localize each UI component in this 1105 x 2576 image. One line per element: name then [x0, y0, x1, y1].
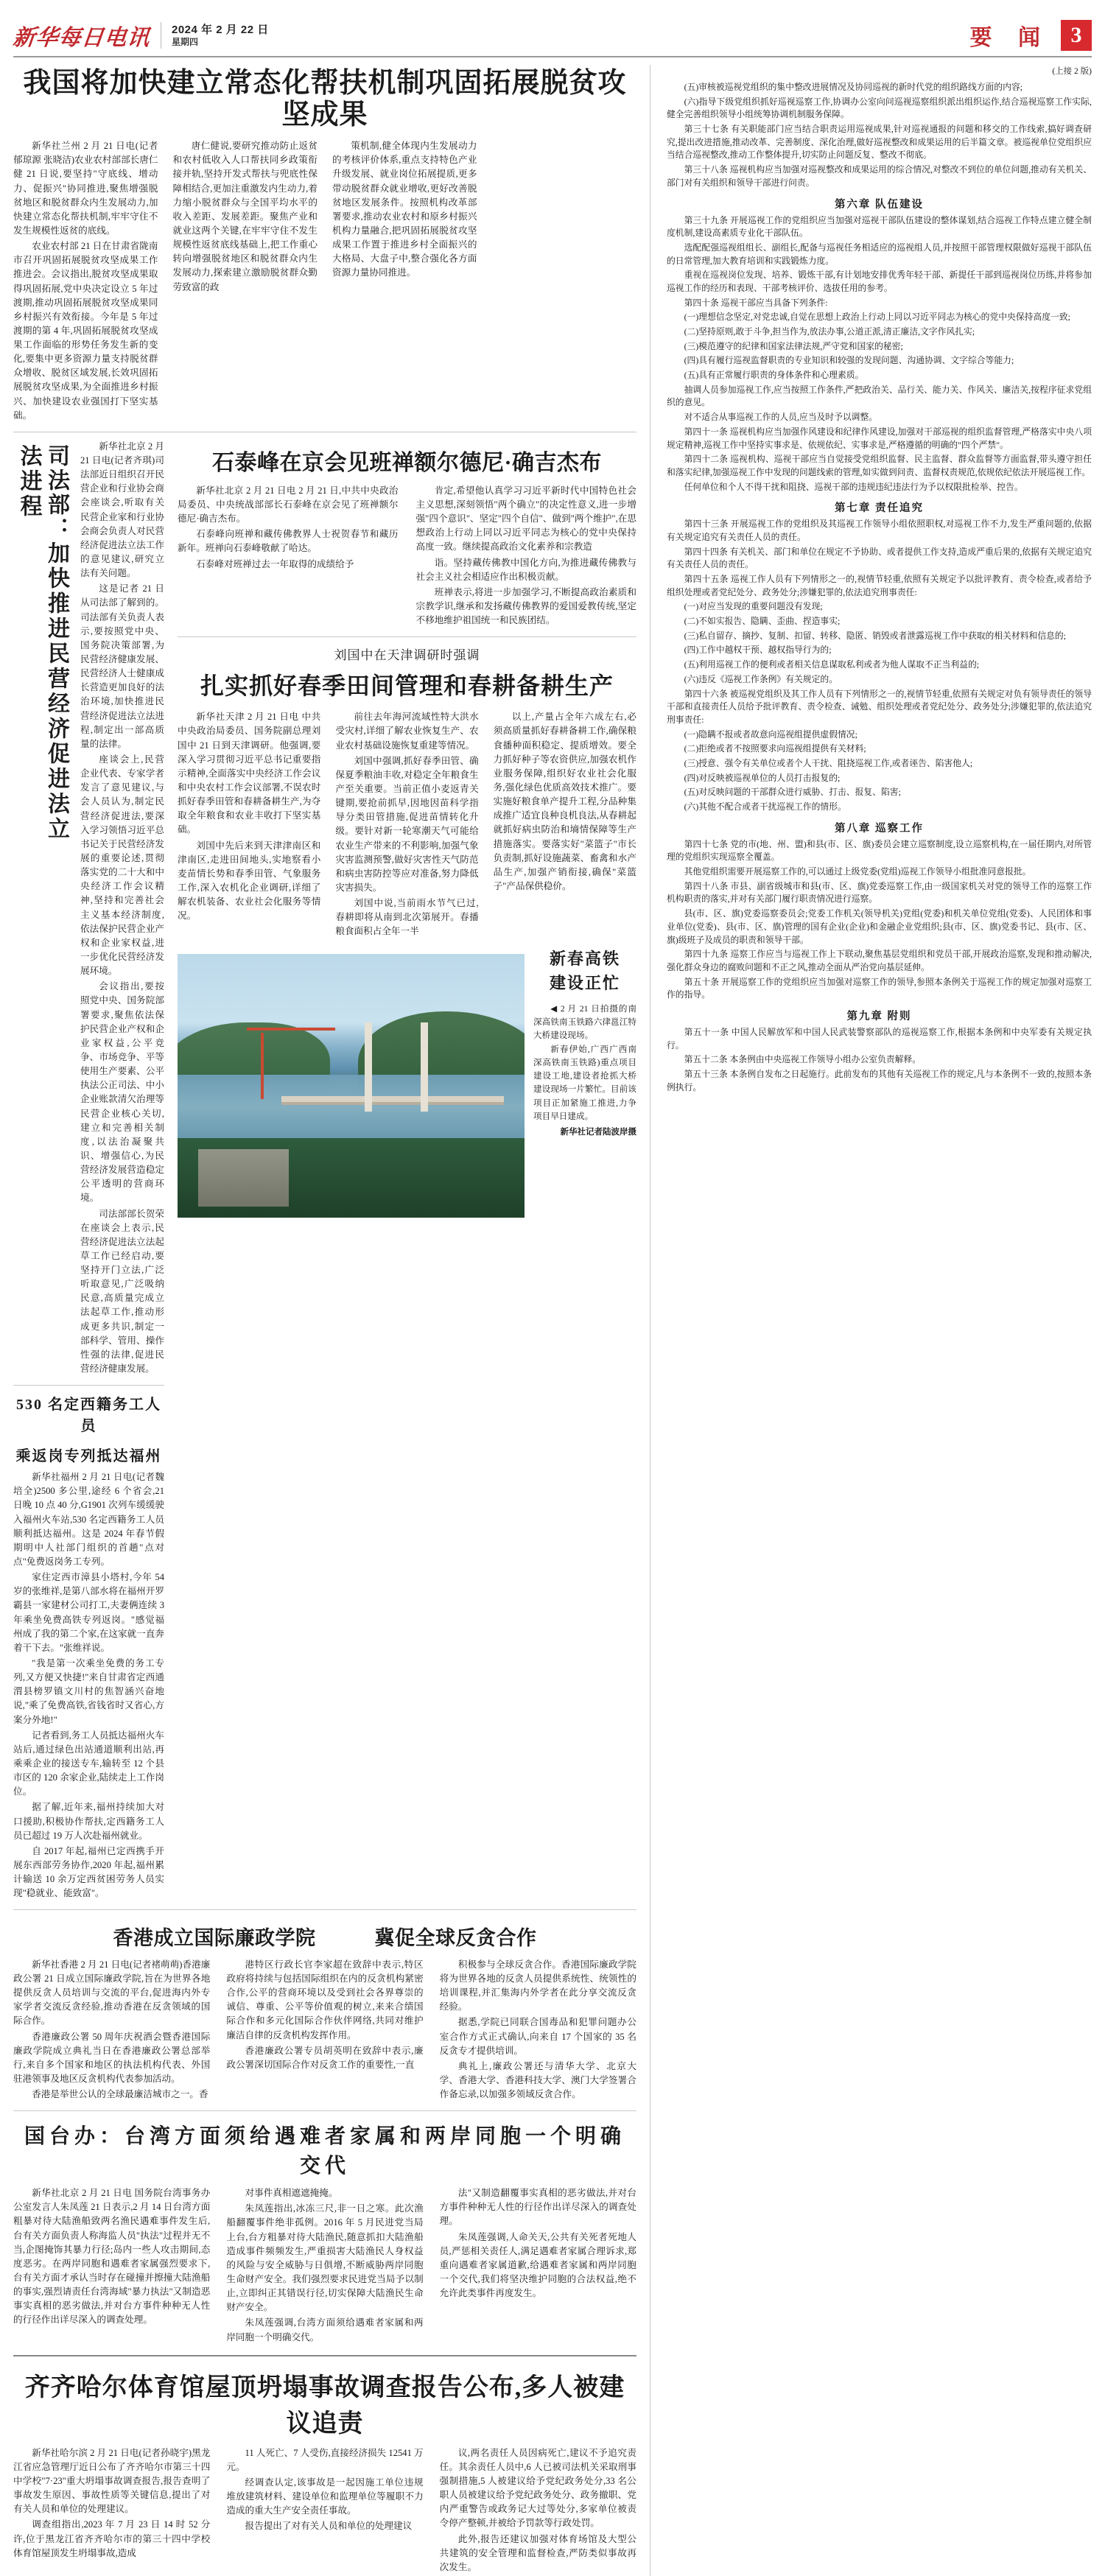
liuguozhong-col-1: [178, 710, 320, 940]
paragraph: (五)利用巡视工作的便利或者相关信息谋取私利或者为他人谋取不正当利益的;: [684, 659, 980, 670]
qiqihar-col-2: [226, 2446, 423, 2576]
taiwan-col-2: [226, 2186, 423, 2346]
photo-caption-title: 新春高铁 建设正忙: [549, 949, 620, 992]
weekday-line: 星期四: [172, 36, 199, 47]
paragraph: 香港廉政公署专员胡英明在致辞中表示,廉政公署深切国际合作对反贪工作的重要性,一直: [226, 2045, 424, 2070]
photo-caption-body: 新春伊始,广西广西南深高铁南玉铁路)重点项目建设工地,建设者抢抓大桥建设现场一片繁忙。目前该项目正加紧施工推进,力争项目早日建成。: [533, 1044, 636, 1122]
liuguozhong-col-2: [335, 710, 478, 940]
photo-caption-block: [525, 947, 636, 1138]
paragraph: "我是第一次乘坐免费的务工专列,又方便又快捷!"来自甘肃省定西通渭县榜罗镇文川村的焦智涵兴奋地说,"乘了免费高铁,省钱省时又省心,方案分外地!": [13, 1658, 164, 1725]
paragraph: 前往去年海河流域性特大洪水受灾村,详细了解农业恢复生产、农业农村基础设施恢复重建等情况。: [335, 712, 479, 751]
date-line: 2024 年 2 月 22 日: [172, 23, 269, 36]
paragraph: 策机制,健全体现内生发展动力的考核评价体系,重点支持特色产业升级发展、就业岗位拓展提质,更多带动脱贫群众就业增收,更好改善脱贫地区发展条件。按照机构改革部署要求,推动农业农村和原乡村振兴机构力量融合,把巩固拓展脱贫攻坚成果工作置于推进乡村全面振兴的大格局、大盘子中,整合强化各方面资源力量协同推进。: [332, 141, 477, 278]
paragraph: 第三十八条 巡视机构应当加强对巡视整改和成果运用的综合情况,对整改不到位的单位问题,推动有关机关、部门对有关组织和领导干部进行问责。: [667, 164, 1092, 188]
fuzhou-head-1: 530 名定西籍务工人员: [16, 1397, 161, 1435]
paragraph: 家住定西市漳县小塔村,今年 54 岁的张维祥,是第八部水将在福州开罗霸县一家建材公司打工,夫妻俩连续 3 年乘坐免费高铁专列返岗。"感觉福州成了我的第二个家,在这家就一直奔着干下去。"张维祥说。: [13, 1572, 164, 1653]
divider: [13, 2110, 636, 2111]
divider-heavy: [13, 2355, 636, 2356]
paragraph: 任何单位和个人不得干扰和阻挠、巡视干部的违规违纪违法行为予以权限批检举、控告。: [684, 481, 1023, 492]
paragraph: 朱凤莲指出,冰冻三尺,非一日之寒。此次渔船翻覆事件绝非孤例。2016 年 5 月民进党当局上台,台方粗暴对待大陆渔民,随意抓扣大陆渔船造成事件频频发生,严重损害大陆渔民人身权益的风险与安全威胁与日俱增,不断威胁两岸同胞生命财产安全。我们强烈要求民进党当局予以制止,立即纠正其错误行径,切实保障大陆渔民生命财产安全。: [226, 2203, 424, 2313]
paragraph: 其他党组织需要开展巡察工作的,可以通过上级党委(党组)巡视工作领导小组批准同意报批。: [684, 866, 1031, 877]
paragraph: (二)坚持原则,敢于斗争,担当作为,放法办事,公道正派,清正廉洁,文字作风扎实;: [684, 326, 975, 337]
paragraph: (五)对反映问题的干部群众进行威胁、打击、报复、陷害;: [684, 787, 901, 798]
lead-col-2: [173, 139, 318, 424]
paragraph: 第三十九条 开展巡视工作的党组织应当加强对巡视干部队伍建设的整体谋划,结合巡视工作特点建立健全制度机制,建设高素质专业化干部队伍。: [667, 214, 1092, 239]
paragraph: 以上,产量占全年六成左右,必须高质量抓好春耕备耕工作,确保粮食播种面积稳定、提质增效。要全力抓好种子等农资供应,加强农机作业服务保障,组织好农业社会化服务,强化绿色优质高效技术推广。要实施好粮食单产提升工程,分品种集成推广适宜良种良机良法,从春耕起就抓好病虫防治和墒情保障等生产措施落实。要落实好"菜篮子"市长负责制,抓好设施蔬菜、畜禽和水产品生产,加强产销衔接,确保"菜篮子"产品保供稳价。: [493, 712, 636, 891]
shitaifeng-col-2: [416, 484, 637, 629]
judicial-title-part2: 加快推进民营经济促进法立法进程: [16, 443, 69, 842]
paragraph: (六)违反《巡视工作条例》有关规定的。: [684, 673, 838, 684]
paragraph: 第五十一条 中国人民解放军和中国人民武装警察部队的巡视巡察工作,根据本条例和中央军委有关规定执行。: [667, 1026, 1092, 1050]
paragraph: 刘国中强调,抓好春季田管、确保夏季粮油丰收,对稳定全年粮食生产至关重要。当前正值小麦返青关键期,要抢前抓早,因地因苗科学指导分类田管措施,促进苗情转化升级。要针对新一轮寒潮天气可能给农业生产带来的不利影响,加强气象灾害监测预警,做好灾害性天气防范和病虫害防控等应对准备,努力降低灾害损失。: [335, 755, 479, 893]
hongkong-headline-right: 冀促全球反贪合作: [374, 1927, 537, 1950]
rail-chapter-heading: 第九章 附则: [846, 1010, 912, 1022]
photo-caption-lead: ◀ 2 月 21 日拍摄的南深高铁南玉铁路六律邕江特大桥建设现场。: [533, 1003, 636, 1041]
paragraph: 典礼上,廉政公署还与清华大学、北京大学、香港大学、香港科技大学、澳门大学签署合作备忘录,以加强多领域反贪合作。: [439, 2060, 636, 2100]
paragraph: (五)具有正常履行职责的身体条件和心理素质。: [684, 370, 864, 381]
paragraph: 新华社香港 2 月 21 日电(记者褚萌萌)香港廉政公署 21 日成立国际廉政学院,旨在为世界各地提供反贪人员培训与交流的平台,促进海内外专家学者交流反贪经验,推动香港在反贪领域的国际合作。: [13, 1959, 211, 2026]
masthead-date: [172, 23, 269, 49]
divider: [13, 1385, 164, 1386]
paragraph: 抽调人员参加巡视工作,应当按照工作条件,严把政治关、品行关、能力关、作风关、廉洁关,按程序征求党组织的意见。: [667, 384, 1092, 408]
paragraph: 积极参与全球反贪合作。香港国际廉政学院将为世界各地的反贪人员提供系统性、统领性的培训课程,并汇集海内外学者在此分享交流反贪经验。: [439, 1959, 636, 2012]
paragraph: 新华社北京 2 月 21 日电 国务院台湾事务办公室发言人朱凤莲 21 日表示,2 月 14 日台湾方面粗暴对待大陆渔船致两名渔民遇难事件发生后,台有关方面负责人称海监人员"执法"过程并无不当,企图掩饰其暴力行径;岛内一些人攻击期间,态度恶劣。在两岸同胞和遇难者家属强烈要求下,台有关方面才承认当时存在碰撞并擦撞大陆渔船的事实,强烈请责任台湾海域"暴力执法"又制造恶事实真相的恶劣做法,并对台方事件种种无人性的行径作出详尽深入的调查处理。: [13, 2188, 211, 2326]
qiqihar-col-3: [440, 2446, 636, 2576]
paragraph: 据了解,近年来,福州持续加大对口援助,积极协作帮扶,定西籍务工人员已超过 19 万人次赴福州就业。: [13, 1802, 164, 1841]
paragraph: (四)对反映被巡视单位的人员打击报复的;: [684, 772, 841, 783]
paragraph: 自 2017 年起,福州已定西携手开展东西部劳务协作,2020 年起,福州累计输送 10 余万定西贫困劳务人员实现"稳就业、能致富"。: [13, 1845, 164, 1899]
railway-bridge-photo: [178, 954, 525, 1218]
taiwan-col-3: [440, 2186, 636, 2346]
gutter-right: [650, 65, 664, 2576]
photo-bridge-pylon: [421, 1022, 428, 1112]
continued-from-note: (上接 2 版): [1052, 67, 1092, 76]
paragraph: (六)指导下级党组织抓好巡视巡察工作,协调办公室向问巡视巡察组织派出组织运作,结合巡视巡察工作实际,健全完善组织领导小组统筹协调机制服务保障。: [667, 96, 1092, 120]
paragraph: 第四十条 巡视干部应当具备下列条件:: [684, 297, 828, 308]
paragraph: 会议指出,要按照党中央、国务院部署要求,聚焦依法保护民营企业产权和企业家权益,公平竞争、市场竞争、平等使用生产要素、公平执法公正司法、中小企业账款清欠治理等民营企业核心关切,建立和完善相关制度,以法治凝聚共识、增强信心,为民营经济发展营造稳定公平透明的营商环境。: [80, 981, 164, 1204]
paragraph: 新华社哈尔滨 2 月 21 日电(记者孙晓宇)黑龙江省应急管理厅近日公布了齐齐哈尔市第三十四中学校"7·23"重大坍塌事故调查报告,报告查明了事故发生原因、事故性质等关键信息,提出了对有关人员和单位的处理建议。: [13, 2447, 211, 2515]
paragraph: 对不适合从事巡视工作的人员,应当及时予以调整。: [684, 412, 878, 423]
paragraph: 经调查认定,该事故是一起因施工单位违规堆放建筑材料、建设单位和监理单位等履职不力造成的重大生产安全责任事故。: [226, 2477, 424, 2516]
paragraph: 刘国中说,当前雨水节气已过,春耕即将从南到北次第展开。春播粮食面积占全年一半: [335, 898, 479, 937]
paragraph: (二)拒绝或者不按照要求向巡视组提供有关材料;: [684, 743, 866, 754]
photo-credit: 新华社记者陆波岸摄: [560, 1128, 636, 1137]
paragraph: 第五十条 开展巡察工作的党组织应当加强对巡察工作的领导,参照本条例关于巡视工作的规定加强对巡察工作的指导。: [667, 976, 1092, 1000]
paragraph: 重视在巡视岗位发现、培养、锻炼干部,有计划地安排优秀年轻干部、新提任干部到巡视岗位历练,并将参加巡视工作的经历和表现、干部考核评价、选拔任用的参考。: [667, 270, 1092, 293]
paragraph: 记者看到,务工人员抵达福州火车站后,通过绿色出站通道顺利出站,再乘乘企业的接送专车,输转至 12 个县市区的 120 余家企业,陆续走上工作岗位。: [13, 1730, 164, 1797]
paragraph: 据悉,学院已同联合国毒品和犯罪问题办公室合作方式正式确认,向来自 17 个国家的 35 名反贪专才提供培训。: [439, 2017, 636, 2056]
paragraph: 香港是举世公认的全球最廉洁城市之一。香: [32, 2089, 208, 2100]
lead-col-1: [13, 139, 158, 424]
shitaifeng-headline: 石泰峰在京会见班禅额尔德尼·确吉杰布: [211, 450, 602, 475]
photo-construction-site: [198, 1149, 288, 1207]
center-content: [178, 440, 636, 1903]
divider: [13, 1909, 636, 1910]
page-body: [13, 65, 1092, 2576]
paragraph: (三)模范遵守的纪律和国家法律法规,严守党和国家的秘密;: [684, 340, 903, 351]
paragraph: 朱凤莲强调,台湾方面须给遇难者家属和两岸同胞一个明确交代。: [226, 2317, 424, 2342]
paragraph: 第四十五条 巡视工作人员有下列情形之一的,视情节轻重,依照有关规定予以批评教育、责令检查,或者给予组织处理或者党纪处分、政务处分;涉嫌犯罪的,依法追究刑事责任:: [667, 574, 1092, 597]
shitaifeng-col-1: [178, 484, 399, 629]
hongkong-col-3: [440, 1958, 636, 2103]
fuzhou-head-2: 乘返岗专列抵达福州: [15, 1448, 162, 1465]
paragraph: (一)对应当发现的重要问题没有发现;: [684, 601, 823, 612]
paragraph: (三)授意、强令有关单位或者个人干扰、阻挠巡视工作,或者诬告、陷害他人;: [684, 757, 973, 768]
paragraph: 农业农村部 21 日在甘肃省陇南市召开巩固拓展脱贫攻坚成果工作推进会。会议指出,脱贫攻坚成果取得巩固拓展,党中央决定设立 5 年过渡期,推动巩固拓展脱贫攻坚成果同乡村振兴有效衔接。今年是 5 年过渡期的第 4 年,巩固拓展脱贫攻坚成果工作面临的形势任务发生新的变化,要集中更多资源力量支持脱贫群众增收、脱贫区域发展,长效巩固拓展脱贫攻坚成果,为全面推进乡村振兴、加快建设农业强国打下坚实基础。: [13, 241, 158, 421]
paragraph: (二)不如实报告、隐瞒、歪曲、捏造事实;: [684, 616, 841, 627]
paragraph: 肯定,希望他认真学习习近平新时代中国特色社会主义思想,深刻领悟"两个确立"的决定性意义,进一步增强"四个意识"、坚定"四个自信"、做到"两个维护",在思想政治上行动上同以习近平同志为核心的党中央保持高度一致。继续提高政治文化素养和宗教造: [415, 485, 636, 552]
lead-col-4: [492, 139, 637, 424]
masthead-rule: [13, 56, 1092, 57]
liuguozhong-headline: 扎实抓好春季田间管理和春耕备耕生产: [200, 673, 614, 700]
gutter-left: [636, 65, 650, 2576]
photo-crane-arm: [247, 1028, 335, 1031]
taiwan-headline: 国台办：台湾方面须给遇难者家属和两岸同胞一个明确交代: [24, 2125, 625, 2178]
photo-block: [178, 954, 525, 1218]
paragraph: 第四十四条 有关机关、部门和单位在规定不予协助、或者提供工作支持,造成严重后果的,依据有关规定追究有关责任人员的责任。: [667, 546, 1092, 570]
paragraph: 新华社天津 2 月 21 日电 中共中央政治局委员、国务院副总理刘国中 21 日到天津调研。他强调,要深入学习贯彻习近平总书记重要指示精神,全面落实中央经济工作会议和中央农村工作会议部署,不误农时抓好春季田管和春耕备耕生产,为夺取全年粮食和农业丰收打下坚实基础。: [178, 712, 321, 835]
paragraph: 司法部部长贺荣在座谈会上表示,民营经济促进法立法起草工作已经启动,要坚持开门立法,广泛听取意见,广泛吸纳民意,高质量完成立法起草工作,推动形成更多共识,制定一部科学、管用、操作性强的法律,促进民营经济健康发展。: [80, 1208, 164, 1375]
qiqihar-headline: 齐齐哈尔体育馆屋顶坍塌事故调查报告公布,多人被建议追责: [24, 2373, 625, 2438]
paragraph: (一)隐瞒不报或者故意向巡视组提供虚假情况;: [684, 729, 857, 740]
paragraph: 调查组指出,2023 年 7 月 23 日 14 时 52 分许,位于黑龙江省齐齐哈尔市的第三十四中学校体育馆屋顶发生坍塌事故,造成: [13, 2519, 211, 2558]
liuguozhong-col-3: [494, 710, 636, 940]
divider: [178, 636, 636, 637]
newspaper-logo: 新华每日电讯: [11, 26, 152, 50]
hongkong-headline-row: [13, 1917, 636, 1957]
paragraph: 11 人死亡、7 人受伤,直接经济损失 12541 万元。: [226, 2447, 424, 2472]
judicial-feature: [13, 440, 164, 1903]
paragraph: 新华社北京 2 月 21 日电(记者齐琪)司法部近日组织召开民营企业和行业协会商会座谈会,听取有关民营企业家和行业协会商会负责人对民营经济促进法立法工作的意见建议,研究立法有关问题。: [80, 441, 164, 579]
paragraph: 石泰峰对班禅过去一年取得的成绩给予: [196, 558, 354, 569]
paragraph: 县(市、区、旗)党委巡察委员会;党委工作机关(领导机关)党组(党委)和机关单位党组(党委)、人民团体和事业单位(党委)、县(市、区、旗)管理的国有企业(企业)和金融企业党组织;县(市、区、旗)党委书记、县(市、区、旗)级班子及成员的职责和领导干部。: [667, 908, 1092, 945]
photo-bridge-pylon: [365, 1022, 372, 1112]
paragraph: 新华社福州 2 月 21 日电(记者魏培全)2500 多公里,途经 6 个省会,21 日晚 10 点 40 分,G1901 次列车缓缓驶入福州火车站,530 名定西籍务工人员顺利抵达福州。这是 2024 年春节假期明中人社部门组织的首趟"点对点"免费返岗务工专列。: [13, 1472, 164, 1568]
masthead: [13, 0, 1092, 55]
paragraph: 第四十一条 巡视机构应当加强作风建设和纪律作风建设,加强对干部巡视的组织监督管理,严格落实中央八项规定精神,巡视工作中坚持实事求是、依规依纪、实事求是,严格遵循的明确的"四个严禁"。: [667, 426, 1092, 450]
judicial-feature-head: [13, 440, 164, 1378]
paragraph: 第五十三条 本条例自发布之日起施行。此前发布的其他有关巡视工作的规定,凡与本条例不一致的,按照本条例执行。: [667, 1069, 1092, 1092]
judicial-vertical-title: [15, 444, 70, 857]
paragraph: 新华社北京 2 月 21 日电 2 月 21 日,中共中央政治局委员、中央统战部部长石泰峰在京会见了班禅额尔德尼·确吉杰布。: [178, 485, 399, 524]
paragraph: (五)审核被巡视党组织的集中整改进展情况及协同巡视的新时代党的组织路线方面的内容;: [684, 82, 1023, 92]
rail-body: [667, 81, 1092, 1094]
rail-chapter-heading: 第七章 责任追究: [834, 502, 925, 515]
paragraph: 对事件真相遮遮掩掩。: [245, 2188, 338, 2199]
paragraph: 唐仁健说,要研究推动防止返贫和农村低收入人口帮扶同乡政策衔接并轨,坚持开发式帮扶与兜底性保障相结合,更加注重激发内生动力,着力缩小脱贫群众与全国平均水平的收入差距、发展差距。聚焦产业和就业这两个关键,在牢牢守住不发生规模性返贫底线基础上,把工作重心转向增强脱贫地区和脱贫群众内生发展动力,探索建立激励脱贫群众勤劳致富的政: [172, 141, 318, 292]
paragraph: 石泰峰向班禅和藏传佛教界人士祝贺春节和藏历新年。班禅向石泰峰敬献了哈达。: [178, 529, 399, 554]
page-number-badge: 3: [1061, 20, 1092, 51]
photo-crane-mast: [261, 1033, 264, 1099]
paragraph: 这是记者 21 日从司法部了解到的。司法部有关负责人表示,要按照党中央、国务院决策部署,为民营经济健康发展、民营经济人士健康成长营造更加良好的法治环境,加快推进民营经济促进法立法进程,制定出一部高质量的法律。: [80, 583, 164, 749]
section-title: 要 闻: [969, 26, 1050, 50]
liuguozhong-kicker: 刘国中在天津调研时强调: [334, 648, 480, 663]
paragraph: 此外,报告还建议加强对体育场馆及大型公共建筑的安全管理和监督检查,严防类似事故再次发生。: [439, 2533, 636, 2572]
paragraph: 刘国中先后来到天津津南区和津南区,走进田间地头,实地察看小麦苗情长势和春季田管、气象服务工作,深入农机化企业调研,详细了解农机装备、农业社会化服务等情况。: [178, 840, 321, 922]
paragraph: (四)具有履行巡视监督职责的专业知识和较强的发现问题、沟通协调、文字综合等能力;: [684, 355, 1014, 366]
paragraph: 港特区行政长官李家超在致辞中表示,特区政府将持续与包括国际组织在内的反贪机构紧密合作,公平的营商环境以及受到社会各界尊崇的诚信、尊重、公平等价值观的树立,来来合绩国际合作和多元化国际合作伙伴网络,共同对维护廉洁自律的反贪机构发挥作用。: [226, 1959, 424, 2040]
hongkong-col-2: [226, 1958, 423, 2103]
paragraph: 第三十七条 有关职能部门应当结合职责运用巡视成果,针对巡视通报的问题和移交的工作线索,搞好调查研究,提出改进措施,推动改革、完善制度、深化治理,做好巡视整改和成果运用的后半篇文章。被巡视单位党组织应当结合巡视整改,推动工作整体提升,切实防止问题反复、整改不彻底。: [667, 124, 1092, 161]
lead-col-3: [332, 139, 477, 424]
lead-headline: 我国将加快建立常态化帮扶机制巩固拓展脱贫攻坚成果: [23, 68, 627, 130]
rail-chapter-heading: 第六章 队伍建设: [834, 198, 925, 211]
paragraph: 第四十三条 开展巡视工作的党组织及其巡视工作领导小组依照职权,对巡视工作不力,发生严重问题的,依据有关规定追究有关责任人员的责任。: [667, 519, 1092, 542]
hongkong-col-1: [13, 1958, 210, 2103]
qiqihar-col-1: [13, 2446, 210, 2576]
paragraph: 议,两名责任人员因病死亡,建议不予追究责任。其余责任人员中,6 人已被司法机关采取刑事强制措施,5 人被建议给予党纪政务处分,33 名公职人员被建议给予党纪政务处分、政务撤职、党内严重警告或政务记大过等处分,多家单位被责令停产整顿,并被给予罚款等行政处罚。: [439, 2447, 636, 2529]
photo-bridge-deck: [281, 1096, 503, 1102]
paragraph: (四)工作中越权干预、越权指导行为的;: [684, 645, 832, 656]
paragraph: 第四十六条 被巡视党组织及其工作人员有下列情形之一的,视情节轻重,依照有关规定对负有领导责任的领导干部和直接责任人员给予批评教育、责令检查、诫勉、组织处理或者党纪处分、政务处分;涉嫌犯罪的,依法追究刑事责任:: [667, 688, 1092, 725]
paragraph: (一)理想信念坚定,对党忠诚,自觉在思想上政治上行动上同以习近平同志为核心的党中央保持高度一致;: [684, 312, 1070, 323]
masthead-right: [970, 19, 1092, 52]
paragraph: 班禅表示,将进一步加强学习,不断提高政治素质和宗教学识,继承和发扬藏传佛教界的爱国爱教传统,坚定不移地维护祖国统一和民族团结。: [415, 586, 636, 626]
paragraph: 香港廉政公署 50 周年庆祝酒会暨香港国际廉政学院成立典礼当日在香港廉政公署总部举行,来自多个国家和地区的执法机构代表、外国驻港领事及地区反贪机构代表参加活动。: [13, 2031, 211, 2084]
right-rail: [664, 65, 1092, 2576]
hongkong-headline-left: 香港成立国际廉政学院: [113, 1927, 316, 1950]
rail-chapter-heading: 第八章 巡察工作: [834, 822, 925, 835]
paragraph: 第四十九条 巡察工作应当与巡视工作上下联动,聚焦基层党组织和党员干部,开展政治巡察,发现和推动解决,强化群众身边的腐败问题和不正之风,推动全面从严治党向基层延伸。: [667, 949, 1092, 972]
paragraph: 诣。坚持藏传佛教中国化方向,为推进藏传佛教与社会主义社会相适应作出积极贡献。: [415, 557, 636, 582]
paragraph: (三)私自留存、摘抄、复制、扣留、转移、隐匿、销毁或者泄露巡视工作中获取的相关材料和信息的;: [684, 630, 1066, 641]
main-content: [13, 65, 636, 2576]
paragraph: (六)其他不配合或者干扰巡视工作的情形。: [684, 801, 846, 812]
paragraph: 座谈会上,民营企业代表、专家学者发言了意见建议,与会人员认为,制定民营经济促进法,要深入学习领悟习近平总书记关于民营经济发展的重要论述,贯彻落实党的二十大和中央经济工作会议精神,坚持和完善社会主义基本经济制度,依法保护民营企业产权和企业家权益,进一步优化民营经济发展环境。: [80, 754, 164, 977]
taiwan-col-1: [13, 2186, 210, 2346]
paragraph: 选配配强巡视组组长、副组长,配备与巡视任务相适应的巡视组人员,并按照干部管理权限做好巡视干部队伍的日常管理,加大教育培训和实践锻炼力度。: [667, 242, 1092, 266]
paragraph: 新华社兰州 2 月 21 日电(记者郁琼源 张晓洁)农业农村部部长唐仁健 21 日说,要坚持"守底线、增动力、促振兴"协同推进,聚焦增强脱贫地区和脱贫群众内生发展动力,加快建立常态化帮扶机制,牢牢守住不发生规模性返贫的底线。: [13, 141, 158, 236]
paragraph: 法"又制造翻覆事实真相的恶劣做法,并对台方事件种种无人性的行径作出详尽深入的调查处理。: [439, 2188, 636, 2227]
paragraph: 第四十二条 巡视机构、巡视干部应当自觉接受党组织监督、民主监督、群众监督等方面监督,带头遵守担任和落实纪律,加强巡视工作中发现的问题线索的管理,如实做到问责、监督权责规范,依规依纪依法开展巡视工作。: [667, 454, 1092, 477]
paragraph: 朱凤莲强调,人命关天,公共有关死者死地人员,严惩相关责任人,满足遇难者家属合理诉求,郑重向遇难者家属道歉,给遇难者家属和两岸同胞一个交代,我们将坚决维护同胞的合法权益,绝不允许此类事件再度发生。: [439, 2231, 636, 2299]
paragraph: 第五十二条 本条例由中央巡视工作领导小组办公室负责解释。: [684, 1054, 922, 1065]
judicial-title-part1: 司法部：: [44, 443, 69, 541]
paragraph: 第四十七条 党的市(地、州、盟)和县(市、区、旗)委员会建立巡察制度,设立巡察机构,在一届任期内,对所管理的党组织实现巡察全覆盖。: [667, 838, 1092, 863]
paragraph: 报告提出了对有关人员和单位的处理建议: [245, 2521, 413, 2532]
paragraph: 第四十八条 市县、副省级城市和县(市、区、旗)党委巡察工作,由一级国家机关对党的领导工作的巡察工作机构职责的落实,并对有关部门履行职责情况进行巡察。: [667, 880, 1092, 905]
masthead-left: [13, 19, 269, 52]
